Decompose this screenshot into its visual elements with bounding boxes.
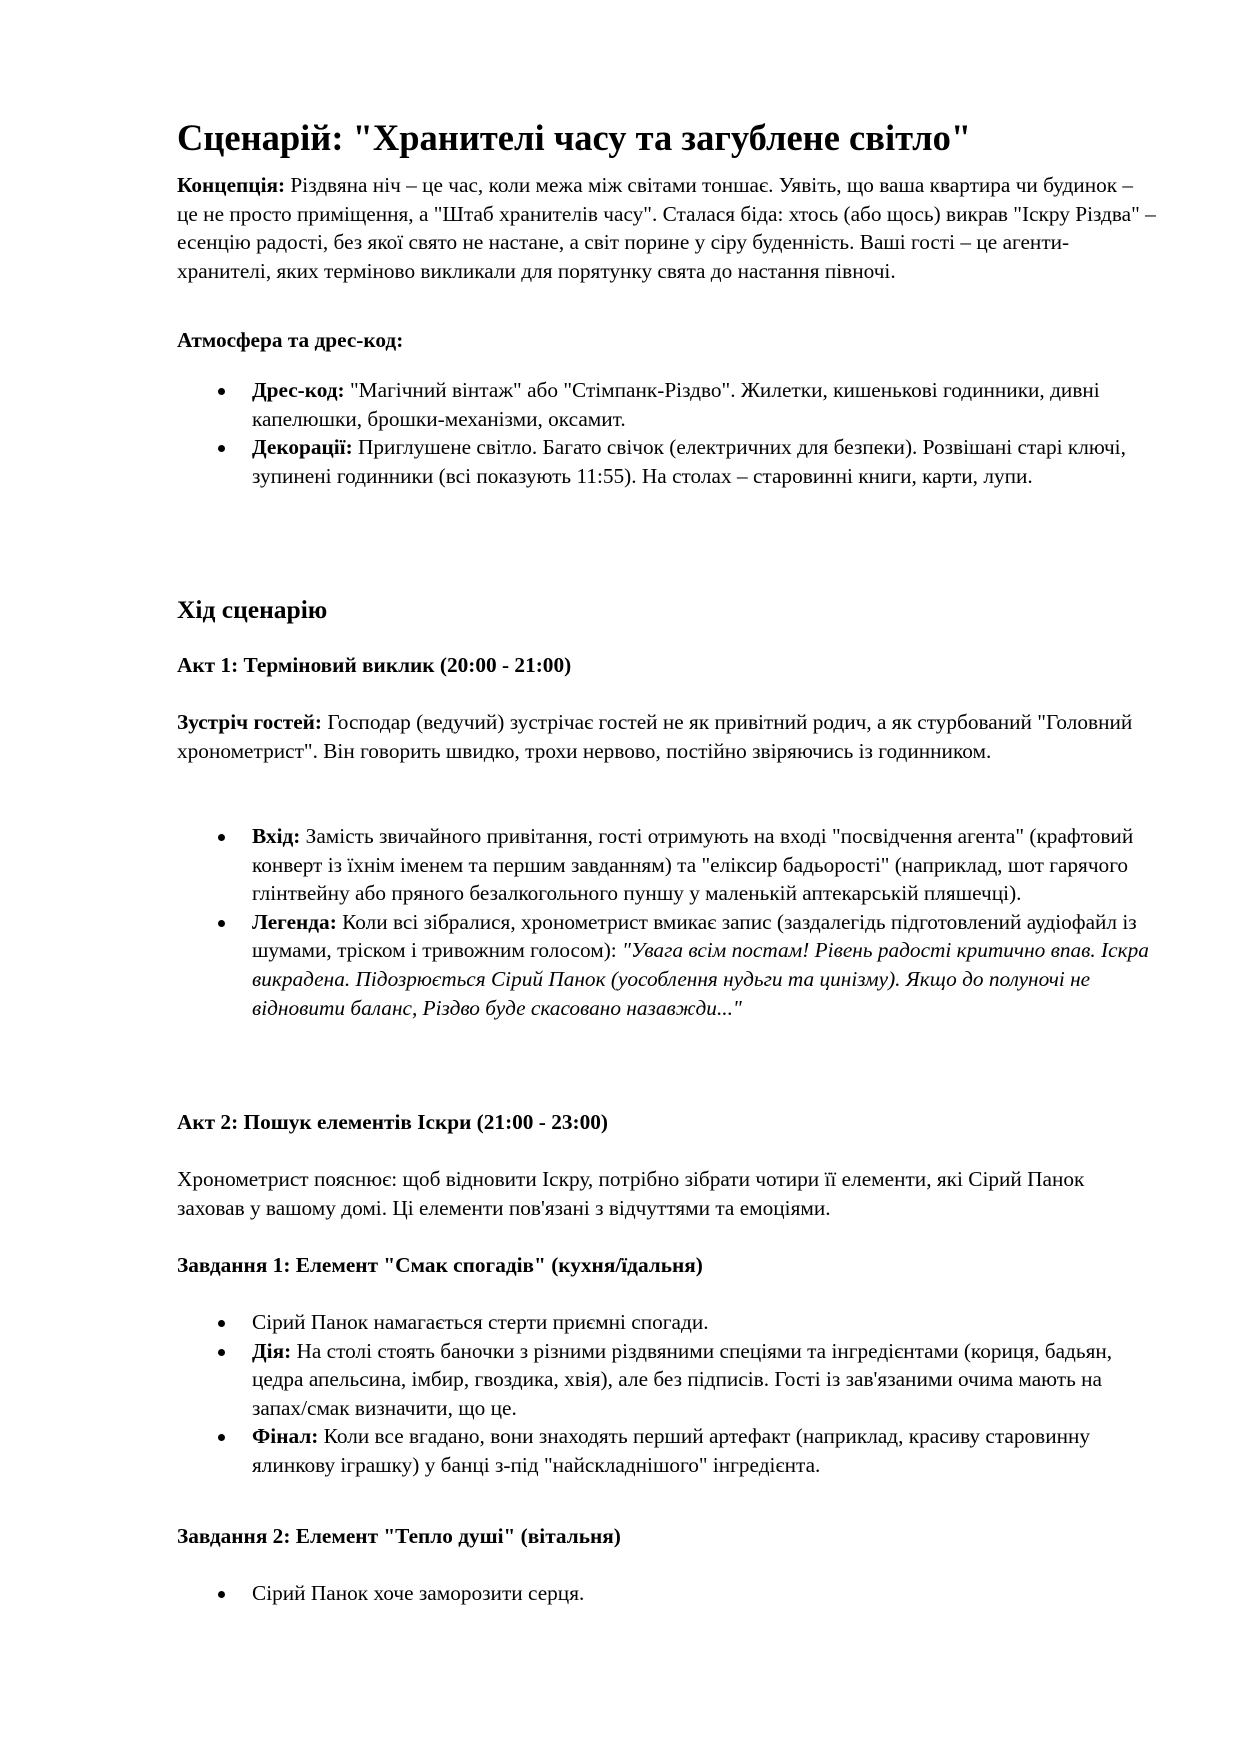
flow-heading: Хід сценарію: [177, 595, 328, 624]
item-text: Сірий Панок хоче заморозити серця.: [252, 1581, 585, 1605]
task2-heading: Завдання 2: Елемент "Тепло душі" (вітальня): [177, 1524, 621, 1548]
act1-heading: Акт 1: Терміновий виклик (20:00 - 21:00): [177, 653, 572, 677]
item-text: Сірий Панок намагається стерти приємні спогади.: [252, 1310, 709, 1334]
concept-paragraph: [177, 171, 1157, 285]
act1-list: [177, 822, 1157, 1022]
bullet-icon: [218, 834, 225, 841]
page-title: Сценарій: "Хранителі часу та загублене світло": [177, 117, 972, 158]
bullet-icon: [218, 1320, 225, 1327]
item-label: Дія:: [252, 1338, 292, 1363]
act2-heading: Акт 2: Пошук елементів Іскри (21:00 - 23:00): [177, 1110, 608, 1134]
task2-list: [177, 1579, 1157, 1608]
list-item: [177, 433, 1157, 490]
meeting-text: Господар (ведучий) зустрічає гостей не як привітний родич, а як стурбований "Головний хронометрист". Він говорить швидко, трохи нервово, постійно звіряючись із годинником.: [177, 710, 1133, 763]
bullet-icon: [218, 445, 225, 452]
bullet-icon: [218, 1434, 225, 1441]
list-item: [177, 1337, 1157, 1423]
task1-list: [177, 1308, 1157, 1480]
item-text: Замість звичайного привітання, гості отримують на вході "посвідчення агента" (крафтовий конверт із їхнім іменем та першим завданням) та "еліксир бадьорості" (наприклад, шот гарячого глінтвейну або пряного безалкогольного пуншу у маленькій аптекарській пляшечці).: [252, 824, 1134, 906]
list-item: [177, 822, 1157, 908]
item-text: На столі стоять баночки з різними різдвяними спеціями та інгредієнтами (кориця, бадьян, цедра апельсина, імбир, гвоздика, хвія), але без підписів. Гості із зав'язаними очима мають на запах/смак визначити, що це.: [252, 1338, 1113, 1420]
list-item: [177, 908, 1157, 1022]
item-text: "Магічний вінтаж" або "Стімпанк-Різдво". Жилетки, кишенькові годинники, дивні капелюшки, брошки-механізми, оксамит.: [252, 378, 1100, 431]
meeting-paragraph: [177, 708, 1157, 765]
task1-heading: Завдання 1: Елемент "Смак спогадів" (кухня/їдальня): [177, 1253, 703, 1277]
legend-quote: "Увага всім постам! Рівень радості критично впав. Іскра викрадена. Підозрюється Сірий Панок (уособлення нудьги та цинізму). Якщо до полуночі не відновити баланс, Різдво буде скасовано назавжди...": [252, 938, 1149, 1020]
item-label: Дрес-код:: [252, 378, 345, 402]
meeting-label: Зустріч гостей:: [177, 710, 323, 734]
item-label: Фінал:: [252, 1424, 319, 1449]
item-text: Приглушене світло. Багато свічок (електричних для безпеки). Розвішані старі ключі, зупинені годинники (всі показують 11:55). На столах – старовинні книги, карти, лупи.: [252, 435, 1126, 488]
list-item: [177, 1308, 1157, 1337]
list-item: [177, 1579, 1157, 1608]
list-item: [177, 376, 1157, 433]
bullet-icon: [218, 1349, 225, 1356]
item-label: Вхід:: [252, 824, 301, 848]
atmosphere-heading: Атмосфера та дрес-код:: [177, 328, 404, 352]
item-text: Коли всі зібралися, хронометрист вмикає запис (заздалегідь підготовлений аудіофайл із шумами, тріском і тривожним голосом):: [252, 909, 1137, 963]
item-label: Легенда:: [252, 909, 337, 934]
concept-label: Концепція:: [177, 173, 286, 197]
atmosphere-list: [177, 376, 1157, 490]
bullet-icon: [218, 920, 225, 927]
item-text: Коли все вгадано, вони знаходять перший артефакт (наприклад, красиву старовинну ялинкову іграшку) у банці з-під "найскладнішого" інгредієнта.: [252, 1424, 1091, 1477]
bullet-icon: [218, 388, 225, 395]
act2-intro: Хронометрист пояснює: щоб відновити Іскру, потрібно зібрати чотири її елементи, які Сірий Панок заховав у вашому домі. Ці елементи пов'язані з відчуттями та емоціями.: [177, 1167, 1085, 1220]
list-item: [177, 1422, 1157, 1479]
bullet-icon: [218, 1591, 225, 1598]
concept-text: Різдвяна ніч – це час, коли межа між світами тоншає. Уявіть, що ваша квартира чи будинок – це не просто приміщення, а "Штаб хранителів часу". Сталася біда: хтось (або щось) викрав "Іскру Різдва" – есенцію радості, без якої свято не настане, а світ порине у сіру буденність. Ваші гості – це агенти-хранителі, яких терміново викликали для порятунку свята до настання півночі.: [177, 173, 1156, 283]
item-label: Декорації:: [252, 435, 353, 460]
